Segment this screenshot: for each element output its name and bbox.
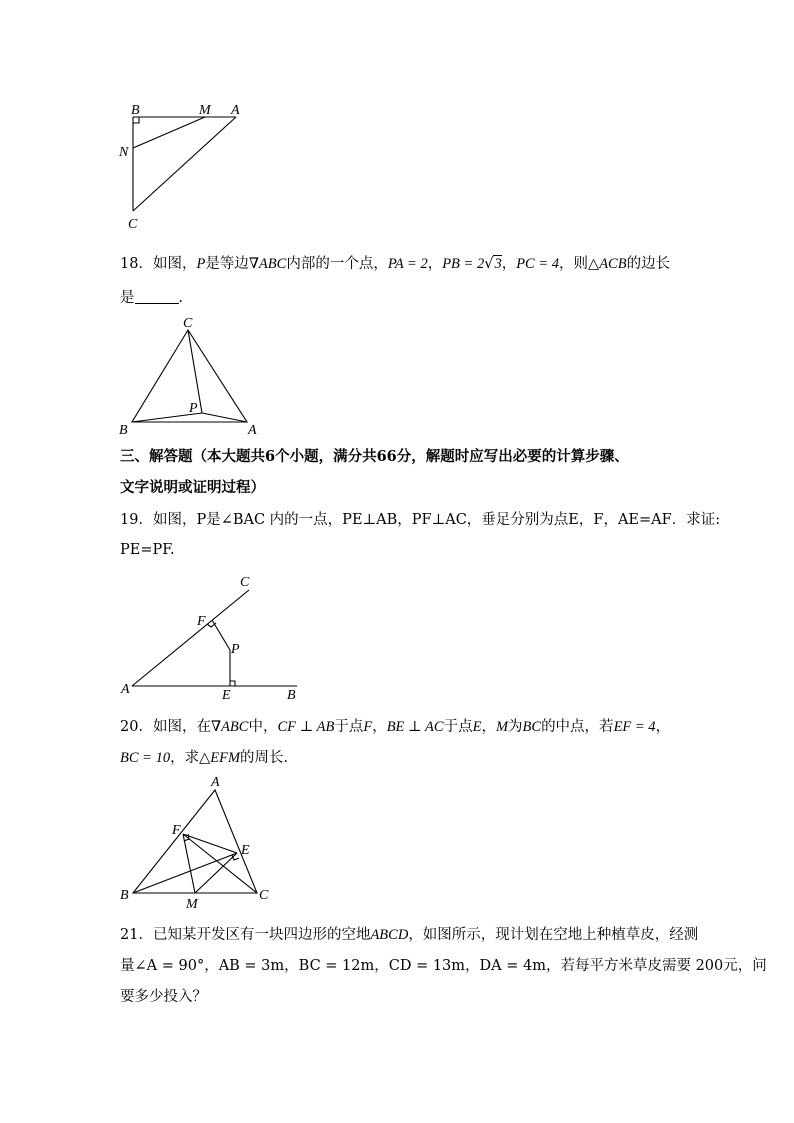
q20-bc2: BC = 10	[120, 750, 171, 766]
q18-text: 是	[120, 290, 135, 306]
sqrt-symbol: √3	[484, 256, 502, 272]
right-angle-mark-E	[230, 681, 235, 686]
segment-EM	[195, 853, 237, 893]
q18-pc: PC = 4	[516, 256, 560, 272]
figure-q20	[115, 776, 280, 911]
q18-number: 18．如图，	[120, 256, 197, 272]
q18-triangle: ∇ABC	[248, 256, 287, 272]
label-A: A	[211, 775, 220, 790]
section-3-heading-line1: 三、解答题（本大题共6个小题，满分共66分，解题时应写出必要的计算步骤、	[120, 448, 629, 465]
q20-text: 于点	[443, 719, 473, 735]
q18-pa: PA = 2	[387, 256, 428, 272]
q18-pb: PB = 2	[442, 256, 485, 272]
q20-text: ，	[655, 719, 671, 735]
ray-AC	[132, 590, 249, 686]
label-B: B	[287, 688, 296, 703]
q20-efm: EFM	[210, 750, 241, 766]
q21-abcd: ABCD	[370, 927, 409, 943]
q18-text: ，	[427, 256, 443, 272]
q20-text: 的周长．	[240, 750, 299, 766]
q20-ef: EF = 4	[613, 719, 656, 735]
label-F: F	[172, 823, 181, 838]
label-M: M	[186, 897, 198, 912]
q21-text: 21．已知某开发区有一块四边形的空地	[120, 927, 371, 943]
label-M: M	[199, 103, 211, 118]
label-P: P	[231, 642, 240, 657]
figure-q19	[115, 570, 315, 705]
q20-f: F	[363, 719, 373, 735]
q20-text: 中，	[248, 719, 278, 735]
q20-text: ，	[372, 719, 387, 735]
label-F: F	[197, 614, 206, 629]
q18-text: ，	[501, 256, 517, 272]
label-A: A	[121, 682, 130, 697]
answer-blank	[135, 289, 179, 304]
q20-bc: BC	[522, 719, 542, 735]
q20-be: BE ⊥ AC	[386, 719, 444, 735]
right-angle-mark-E	[232, 855, 239, 860]
q21-text: ，如图所示，现计划在空地上种植草皮，经测	[408, 927, 699, 943]
label-B: B	[120, 888, 129, 903]
figure-q18	[115, 314, 265, 438]
q20-text: 为	[508, 719, 523, 735]
label-C: C	[240, 575, 250, 590]
q20-triangle: ∇ABC	[210, 719, 249, 735]
q18-radicand: 3	[494, 256, 502, 272]
q18-text: ．	[178, 290, 193, 306]
q20-text: 20．如图，在	[120, 719, 211, 735]
q20-text: ，求△	[170, 750, 211, 766]
segment-AP	[202, 413, 247, 422]
label-A: A	[231, 103, 240, 118]
question-20-line1	[120, 717, 670, 737]
question-18-line2	[120, 288, 193, 308]
q18-text: 内部的一个点，	[286, 256, 388, 272]
label-N: N	[119, 145, 129, 160]
figure-q18-svg	[115, 314, 265, 438]
figure-q19-svg	[115, 570, 315, 705]
segment-FE	[183, 834, 237, 853]
label-B: B	[131, 103, 140, 118]
question-21-line2: 量∠A = 90°，AB = 3m，BC = 12m，CD = 13m，DA = 4m，若每平方米草皮需要 200元，问	[120, 958, 767, 974]
q20-e: E	[472, 719, 482, 735]
label-E: E	[222, 688, 231, 703]
segment-AC	[133, 117, 236, 211]
question-21-line1	[120, 925, 698, 945]
q20-text: 于点	[334, 719, 364, 735]
figure-q17-svg	[110, 98, 250, 232]
label-E: E	[241, 843, 250, 858]
question-19-line1: 19．如图，P是∠BAC 内的一点，PE⊥AB，PF⊥AC，垂足分别为点E，F，AE=AF．求证:	[120, 512, 721, 528]
q18-text: 的边长	[626, 256, 671, 272]
question-20-line2	[120, 748, 298, 768]
question-18-line1	[120, 254, 670, 274]
label-C: C	[183, 316, 193, 331]
figure-q17	[110, 98, 250, 232]
q18-text: 是等边	[205, 256, 249, 272]
segment-FM	[183, 834, 195, 893]
q20-cf: CF ⊥ AB	[277, 719, 335, 735]
label-C: C	[128, 217, 138, 232]
q20-text: ，	[481, 719, 496, 735]
label-P: P	[189, 401, 198, 416]
q18-text: ，则△	[559, 256, 600, 272]
segment-NM	[133, 117, 205, 148]
label-C: C	[259, 888, 269, 903]
q18-acb: ACB	[599, 256, 627, 272]
label-A: A	[248, 423, 257, 438]
question-19-line2: PE=PF.	[120, 542, 175, 558]
question-21-line3: 要多少投入？	[120, 989, 207, 1005]
q20-m: M	[495, 719, 509, 735]
section-3-heading-line2: 文字说明或证明过程）	[120, 479, 265, 496]
label-B: B	[119, 423, 128, 438]
q18-point-p: P	[196, 256, 206, 272]
q20-text: 的中点，若	[541, 719, 614, 735]
figure-q20-svg	[115, 776, 280, 911]
